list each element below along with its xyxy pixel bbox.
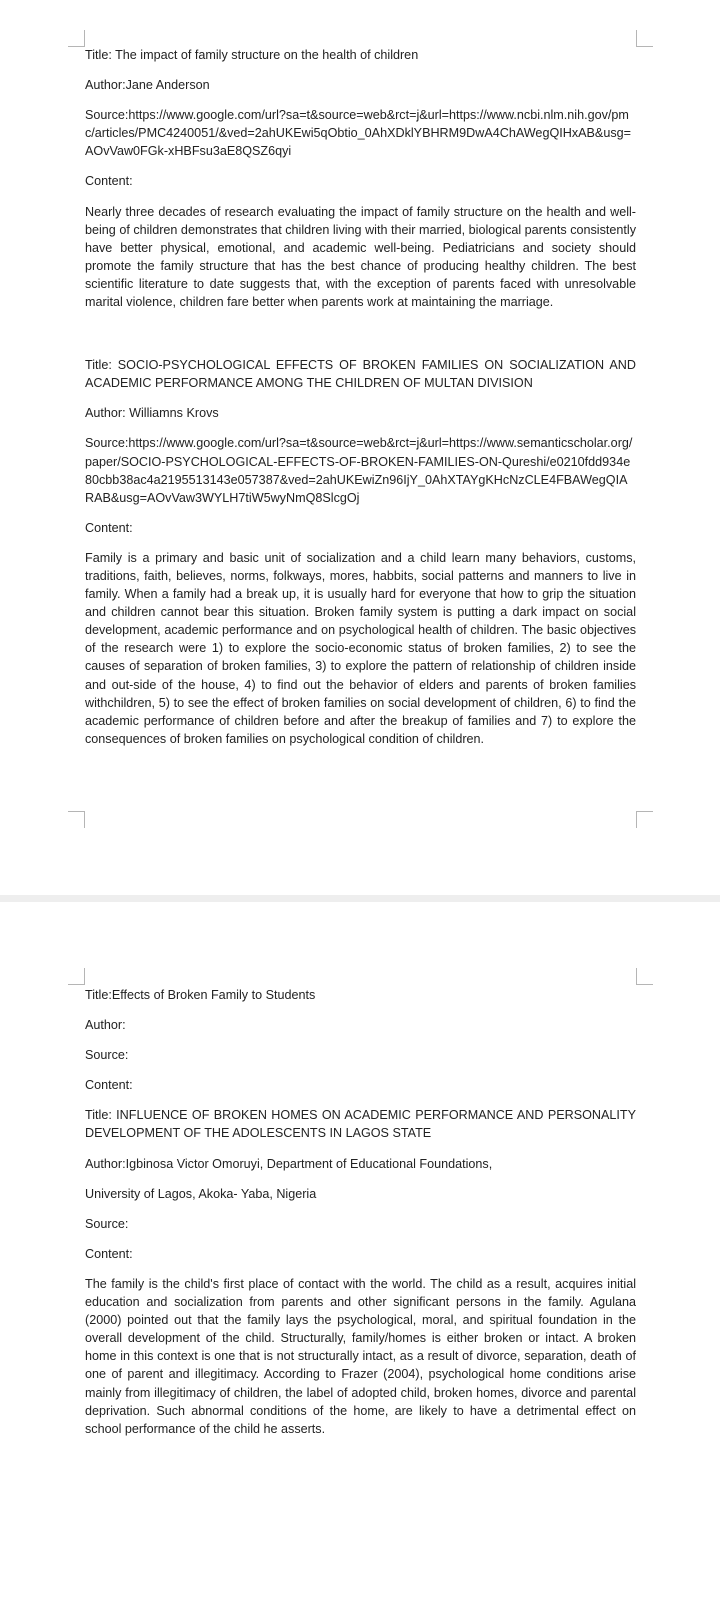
entry-title: Title: The impact of family structure on the health of children xyxy=(85,48,419,62)
margin-mark-top-right xyxy=(636,30,653,47)
page-2-body[interactable] xyxy=(85,986,636,1450)
entry-title: Title: INFLUENCE OF BROKEN HOMES ON ACADEMIC PERFORMANCE AND PERSONALITY DEVELOPMENT OF THE ADOLESCENTS IN LAGOS STATE xyxy=(85,1108,636,1141)
entry-author: Author:Jane Anderson xyxy=(85,78,210,93)
entry-content-label: Content: xyxy=(85,1078,133,1093)
entry-source: Source: xyxy=(85,1048,129,1063)
entry-content-label: Content: xyxy=(85,174,133,189)
margin-mark-top-left xyxy=(68,30,85,47)
entry-content: The family is the child's first place of contact with the world. The child as a result, acquires initial education and socialization from parents and other significant persons in the family. Agulana (2000) pointed out that the family lays the psychological, moral, and spiritual foundation in the overall development of the child. Structurally, family/homes is either broken or intact. A broken home in this context is one that is not structurally intact, as a result of divorce, separation, death of one of parent and illegitimacy. According to Frazer (2004), psychological home conditions arise mainly from illegitimacy of children, the label of adopted child, broken homes, divorce and parental deprivation. Such abnormal conditions of the home, are likely to have a detrimental effect on school performance of the child he asserts. xyxy=(85,1276,636,1436)
entry-content: Family is a primary and basic unit of socialization and a child learn many behaviors, customs, traditions, faith, believes, norms, folkways, mores, habbits, social patterns and manners to live in family. When a family had a break up, it is usually hard for everyone that how to grip the situation and children cannot bear this situation. Broken family system is putting a dark impact on social development, academic performance and on psychological health of children. The basic objectives of the research were 1) to explore the socio-economic status of broken families, 2) to see the causes of separation of broken families, 3) to explore the pattern of relationship of children inside and out-side of the house, 4) to find out the behavior of elders and parents of broken families withchildren, 5) to see the effect of broken families on social development of children, 6) to find the academic performance of children before and after the breakup of families and 7) to explore the consequences of broken families on psychological condition of children. xyxy=(85,550,636,746)
entry-content: Nearly three decades of research evaluating the impact of family structure on the health and well-being of children demonstrates that children living with their married, biological parents consistently have better physical, emotional, and academic well-being. Pediatricians and society should promote the family structure that has the best chance of producing healthy children. The best scientific literature to date suggests that, with the exception of parents faced with unresolvable marital violence, children fare better when parents work at maintaining the marriage. xyxy=(85,204,636,310)
margin-mark-bottom-left xyxy=(68,811,85,828)
page-1-body[interactable] xyxy=(85,46,636,760)
page-2 xyxy=(0,902,720,1600)
margin-mark-top-right xyxy=(636,968,653,985)
entry-author: Author: Williamns Krovs xyxy=(85,406,219,421)
margin-mark-top-left xyxy=(68,968,85,985)
entry-author: Author:Igbinosa Victor Omoruyi, Department of Educational Foundations, xyxy=(85,1156,493,1171)
entry-title: Title:Effects of Broken Family to Students xyxy=(85,988,316,1002)
entry-source: Source:https://www.google.com/url?sa=t&source=web&rct=j&url=https://www.semanticscholar.org/paper/SOCIO-PSYCHOLOGICAL-EFFECTS-OF-BROKEN-FAMILIES-ON-Qureshi/e0210fdd934e80cbb38ac4a2195513143e057387&ved=2ahUKEwiZn96IjY_0AhXTAYgKHcNzCLE4FBAWegQIARAB&usg=AOvVaw3WYLH7tiW5wyNmQ8SlcgOj xyxy=(85,436,633,505)
margin-mark-bottom-right xyxy=(636,811,653,828)
entry-title: Title: SOCIO-PSYCHOLOGICAL EFFECTS OF BROKEN FAMILIES ON SOCIALIZATION AND ACADEMIC PERFORMANCE AMONG THE CHILDREN OF MULTAN DIVISION xyxy=(85,358,636,391)
page-separator xyxy=(0,895,720,902)
entry-content-label: Content: xyxy=(85,1246,133,1261)
blank-line xyxy=(85,323,636,356)
entry-content-label: Content: xyxy=(85,520,133,535)
entry-source: Source: xyxy=(85,1216,129,1231)
entry-source: Source:https://www.google.com/url?sa=t&source=web&rct=j&url=https://www.ncbi.nlm.nih.gov/pmc/articles/PMC4240051/&ved=2ahUKEwi5qObtio_0AhXDklYBHRM9DwA4ChAWegQIHxAB&usg=AOvVaw0FGk-xHBFsu3aE8QSZ6qyi xyxy=(85,108,631,159)
entry-author: Author: xyxy=(85,1018,126,1033)
entry-affiliation: University of Lagos, Akoka- Yaba, Nigeria xyxy=(85,1186,317,1201)
